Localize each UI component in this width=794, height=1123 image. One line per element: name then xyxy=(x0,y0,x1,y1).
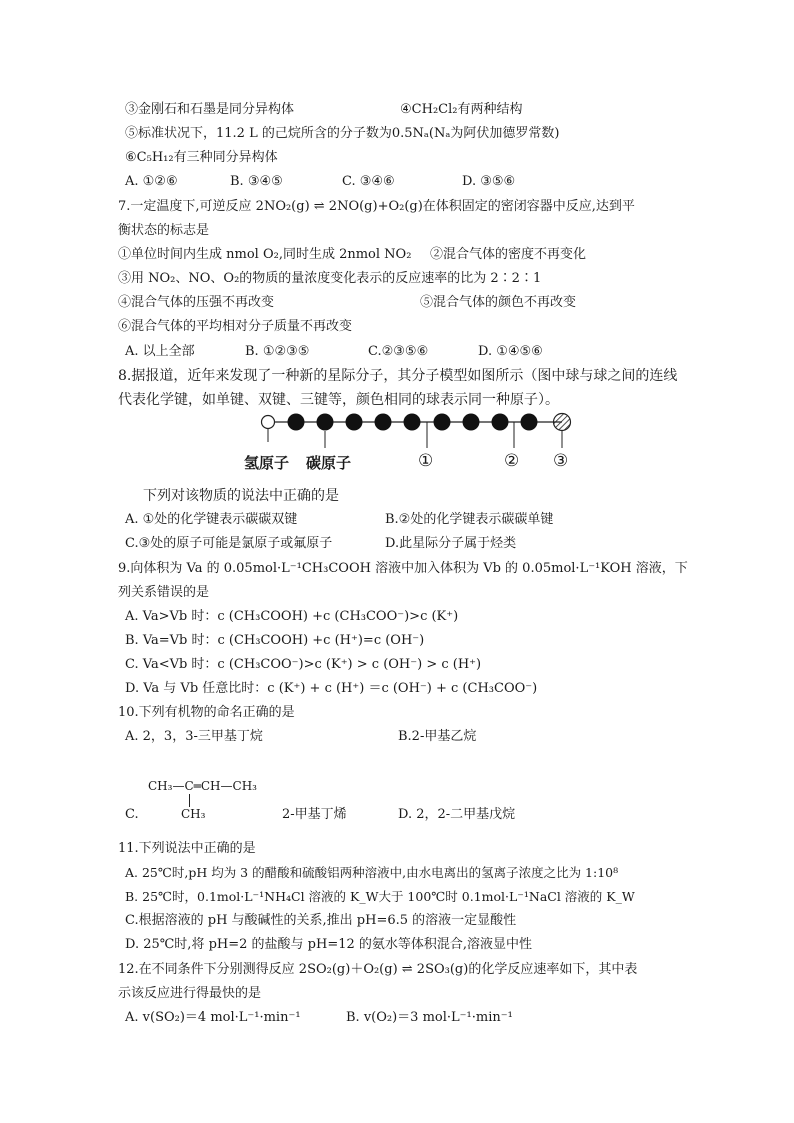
q6-option-a[interactable]: A. ①②⑥ xyxy=(125,174,178,189)
q8-option-c[interactable]: C.③处的原子可能是氯原子或氟原子 xyxy=(125,536,333,551)
q6-option-b[interactable]: B. ③④⑤ xyxy=(230,174,283,189)
carbon-atom xyxy=(463,414,480,431)
label-hydrogen-atom: 氢原子 xyxy=(244,454,290,472)
q8-stem-line-2: 代表化学键，如单键、双键、三键等，颜色相同的球表示同一种原子）。 xyxy=(118,392,559,408)
q9-option-c[interactable]: C. Va<Vb 时：c (CH₃COO⁻)>c (K⁺) > c (OH⁻) > c (H⁺) xyxy=(125,657,482,672)
q7-option-b[interactable]: B. ①②③⑤ xyxy=(245,344,310,359)
carbon-atom xyxy=(288,414,305,431)
q6-statement-5: ⑤标准状况下，11.2 L 的己烷所含的分子数为0.5Nₐ(Nₐ为阿伏加德罗常数) xyxy=(125,126,560,141)
q11-option-b[interactable]: B. 25℃时，0.1mol·L⁻¹NH₄Cl 溶液的 K_W大于 100℃时 0.1mol·L⁻¹NaCl 溶液的 K_W xyxy=(125,889,635,904)
q10-option-d[interactable]: D. 2，2-二甲基戊烷 xyxy=(398,807,516,822)
label-position-1: ① xyxy=(418,451,434,471)
q7-option-c[interactable]: C.②③⑤⑥ xyxy=(368,344,429,359)
carbon-atom xyxy=(492,414,509,431)
unknown-atom-3 xyxy=(554,414,571,431)
q9-option-a[interactable]: A. Va>Vb 时：c (CH₃COOH) +c (CH₃COO⁻)>c (K⁺) xyxy=(125,609,459,624)
q12-stem-line-1: 12.在不同条件下分别测得反应 2SO₂(g)＋O₂(g) ⇌ 2SO₃(g)的化学反应速率如下，其中表 xyxy=(118,962,638,977)
q10-option-c-name: 2-甲基丁烯 xyxy=(282,807,347,822)
hydrogen-atom xyxy=(262,416,275,429)
q6-option-c[interactable]: C. ③④⑥ xyxy=(342,174,395,189)
q9-stem-line-2: 列关系错误的是 xyxy=(118,585,210,600)
q9-stem-line-1: 9.向体积为 Va 的 0.05mol·L⁻¹CH₃COOH 溶液中加入体积为 Vb 的 0.05mol·L⁻¹KOH 溶液，下 xyxy=(118,561,688,576)
q12-option-a[interactable]: A. v(SO₂)＝4 mol·L⁻¹·min⁻¹ xyxy=(125,1010,301,1025)
label-carbon-atom: 碳原子 xyxy=(306,454,352,472)
q8-stem-line-1: 8.据报道，近年来发现了一种新的星际分子，其分子模型如图所示（图中球与球之间的连线 xyxy=(118,368,678,384)
q8-prompt: 下列对该物质的说法中正确的是 xyxy=(143,488,339,504)
q8-option-a[interactable]: A. ①处的化学键表示碳碳双键 xyxy=(125,512,298,527)
q7-option-d[interactable]: D. ①④⑤⑥ xyxy=(478,344,543,359)
q11-option-c[interactable]: C.根据溶液的 pH 与酸碱性的关系,推出 pH=6.5 的溶液一定显酸性 xyxy=(125,913,517,928)
q10-option-a[interactable]: A. 2，3，3-三甲基丁烷 xyxy=(125,729,263,744)
q7-statement-6: ⑥混合气体的平均相对分子质量不再改变 xyxy=(118,319,353,334)
q7-statement-3: ③用 NO₂、NO、O₂的物质的量浓度变化表示的反应速率的比为 2∶2∶1 xyxy=(118,271,542,286)
q7-statement-4: ④混合气体的压强不再改变 xyxy=(118,295,275,310)
q6-option-d[interactable]: D. ③⑤⑥ xyxy=(462,174,516,189)
q6-statement-4: ④CH₂Cl₂有两种结构 xyxy=(400,102,523,117)
carbon-atom xyxy=(317,414,334,431)
q7-stem-line-1: 7.一定温度下,可逆反应 2NO₂(g) ⇌ 2NO(g)+O₂(g)在体积固定的密闭容器中反应,达到平 xyxy=(118,199,635,214)
q11-option-d[interactable]: D. 25℃时,将 pH=2 的盐酸与 pH=12 的氨水等体积混合,溶液显中性 xyxy=(125,937,533,952)
q7-statement-1: ①单位时间内生成 nmol O₂,同时生成 2nmol NO₂ xyxy=(118,247,412,262)
q7-stem-line-2: 衡状态的标志是 xyxy=(118,223,210,238)
carbon-atom xyxy=(404,414,421,431)
carbon-atom xyxy=(521,414,538,431)
q6-statement-3: ③金刚石和石墨是同分异构体 xyxy=(125,102,295,117)
q10-stem: 10.下列有机物的命名正确的是 xyxy=(118,705,295,720)
q12-stem-line-2: 示该反应进行得最快的是 xyxy=(118,986,262,1001)
carbon-atom xyxy=(375,414,392,431)
q7-statement-5: ⑤混合气体的颜色不再改变 xyxy=(420,295,577,310)
carbon-atom xyxy=(434,414,451,431)
q9-option-d[interactable]: D. Va 与 Vb 任意比时：c (K⁺) + c (H⁺) ＝c (OH⁻) + c (CH₃COO⁻) xyxy=(125,681,538,696)
q10-option-b[interactable]: B.2-甲基乙烷 xyxy=(398,729,477,744)
q10-option-c-label[interactable]: C. xyxy=(125,807,139,822)
q7-statement-2: ②混合气体的密度不再变化 xyxy=(430,247,587,262)
q10-structural-formula-branch: CH₃ xyxy=(181,807,206,821)
q11-option-a[interactable]: A. 25℃时,pH 均为 3 的醋酸和硫酸铝两种溶液中,由水电离出的氢离子浓度之比为 1:10⁸ xyxy=(125,865,619,880)
q6-statement-6: ⑥C₅H₁₂有三种同分异构体 xyxy=(125,150,278,165)
q11-stem: 11.下列说法中正确的是 xyxy=(118,841,256,856)
label-position-2: ② xyxy=(504,451,520,471)
q9-option-b[interactable]: B. Va=Vb 时：c (CH₃COOH) +c (H⁺)=c (OH⁻) xyxy=(125,633,425,648)
q8-option-d[interactable]: D.此星际分子属于烃类 xyxy=(385,536,517,551)
carbon-atom xyxy=(346,414,363,431)
q7-option-a[interactable]: A. 以上全部 xyxy=(125,344,195,359)
q12-option-b[interactable]: B. v(O₂)＝3 mol·L⁻¹·min⁻¹ xyxy=(346,1010,513,1025)
q10-structural-formula-main: CH₃—C═CH—CH₃ xyxy=(148,779,257,793)
q8-option-b[interactable]: B.②处的化学键表示碳碳单键 xyxy=(385,512,554,527)
label-position-3: ③ xyxy=(553,451,569,471)
